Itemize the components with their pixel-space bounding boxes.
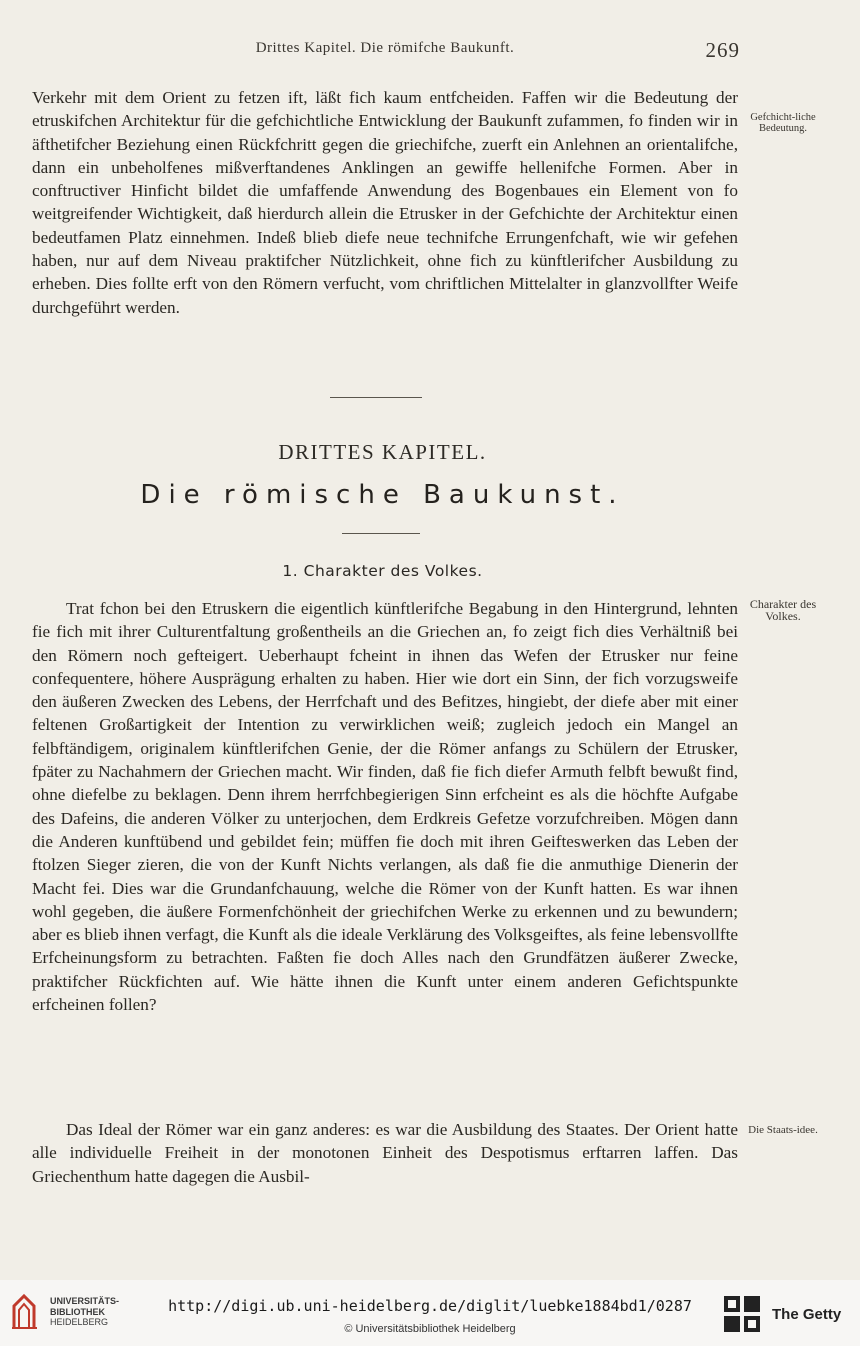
paragraph-3: Das Ideal der Römer war ein ganz anderes: es war die Ausbildung des Staates. Der Orient hatte alle individuelle Freiheit in der monotonen Einheit des Despotismus erftarren laffen. Das Griechenthum hatte dagegen die Ausbil- [32, 1120, 738, 1186]
chapter-label: DRITTES KAPITEL. [278, 440, 487, 464]
chapter-title: Die römische Baukunst. [140, 480, 625, 510]
library-name: UNIVERSITÄTS- BIBLIOTHEK HEIDELBERG [50, 1296, 120, 1327]
copyright-notice: © Universitätsbibliothek Heidelberg [344, 1323, 516, 1335]
footer-bar [0, 1280, 860, 1346]
margin-note-2: Charakter des Volkes. [749, 597, 817, 623]
permalink-link[interactable]: http://digi.ub.uni-heidelberg.de/diglit/luebke1884bd1/0287 [168, 1297, 692, 1315]
section-title: 1. Charakter des Volkes. [282, 562, 483, 580]
paragraph-1: Verkehr mit dem Orient zu fetzen ift, läßt fich kaum entfcheiden. Faffen wir die Bedeutung der etruskifchen Architektur für die gefchichtliche Entwicklung der Baukunft zufammen, fo finden wir in äfthetifcher Beziehung einen Rückfchritt gegen die griechifche, zuerft ein Anlehnen an orientalifche, dann ein unbeholfenes mißverftandenes Anklingen an gewiffe hellenifche Formen. Aber in conftructiver Hinficht bildet die umfaffende Anwendung des Bogenbaues ein Element von fo weitgreifender Wichtigkeit, daß hierdurch allein die Etrusker in der Gefchichte der Architektur einen bedeutfamen Platz einnehmen. Indeß blieb diefe neue technifche Errungenfchaft, wie wir gefehen haben, nur auf dem Niveau praktifcher Nützlichkeit, ohne fich zu künftlerifcher Ausbildung zu erheben. Dies follte erft von den Römern verfucht, vom chriftlichen Mittelalter in glanzvollfter Weife durchgeführt werden. [32, 88, 738, 317]
divider-rule [342, 533, 420, 534]
margin-note-3: Die Staats-idee. [748, 1124, 818, 1136]
paragraph-2: Trat fchon bei den Etruskern die eigentlich künftlerifche Begabung in den Hintergrund, lehnten fie fich mit ihrer Culturentfaltung großentheils an die Griechen an, fo zeigt fich dies Verhältniß bei den Römern noch gefteigert. Ueberhaupt fcheint in ihnen das Wefen der Etrusker nur feine confequentere, höhere Ausprägung erhalten zu haben. Hier wie dort ein Sinn, der fich vorzugsweife den äußeren Zwecken des Lebens, der Herrfchaft und des Befitzes, hingiebt, der diefe aber mit einer feltenen Großartigkeit der Intention zu verwirklichen weiß; zugleich jedoch ein Mangel an felbftändigem, originalem künftlerifchen Genie, der die Römer anfangs zu Schülern der Etrusker, fpäter zu Nachahmern der Griechen macht. Wir finden, daß fie fich diefer Armuth felbft bewußt find, ohne diefelbe zu beklagen. Denn ihrem herrfchbegierigen Sinn erfcheint es als die höchfte Aufgabe des Dafeins, die anderen Völker zu unterjochen, dem Erdkreis Gefetze vorzufchreiben. Mögen dann die Anderen kunftübend und gebildet fein; müffen fie doch mit ihren Geifteswerken das Leben der ftolzen Sieger zieren, die von der Kunft Nichts verlangen, als daß fie die anmuthige Dienerin der Macht fei. Dies war die Grundanfchauung, welche die Römer von der Kunft hatten. Es war ihnen wohl gegeben, die äußere Formenfchönheit der griechifchen Werke zu erkennen und zu bewundern; aber es blieb ihnen verfagt, die Kunft als die ideale Verklärung des Volksgeiftes, als feine lebensvollfte Erfcheinungsform zu betrachten. Faßten fie doch Alles nach den Grundfätzen äußerer Zwecke, praktifcher Rückfichten auf. Wie hätte ihnen die Kunft unter einem anderen Gefichtspunkte erfcheinen follen? [32, 599, 738, 1015]
running-header [30, 38, 740, 62]
getty-logo-icon [722, 1294, 762, 1334]
getty-name: The Getty [772, 1306, 842, 1323]
divider-rule [330, 397, 422, 398]
running-title: Drittes Kapitel. Die römifche Baukunft. [255, 40, 515, 56]
page-number: 269 [705, 38, 740, 62]
margin-note-1: Gefchicht-liche Bedeutung. [750, 112, 816, 134]
